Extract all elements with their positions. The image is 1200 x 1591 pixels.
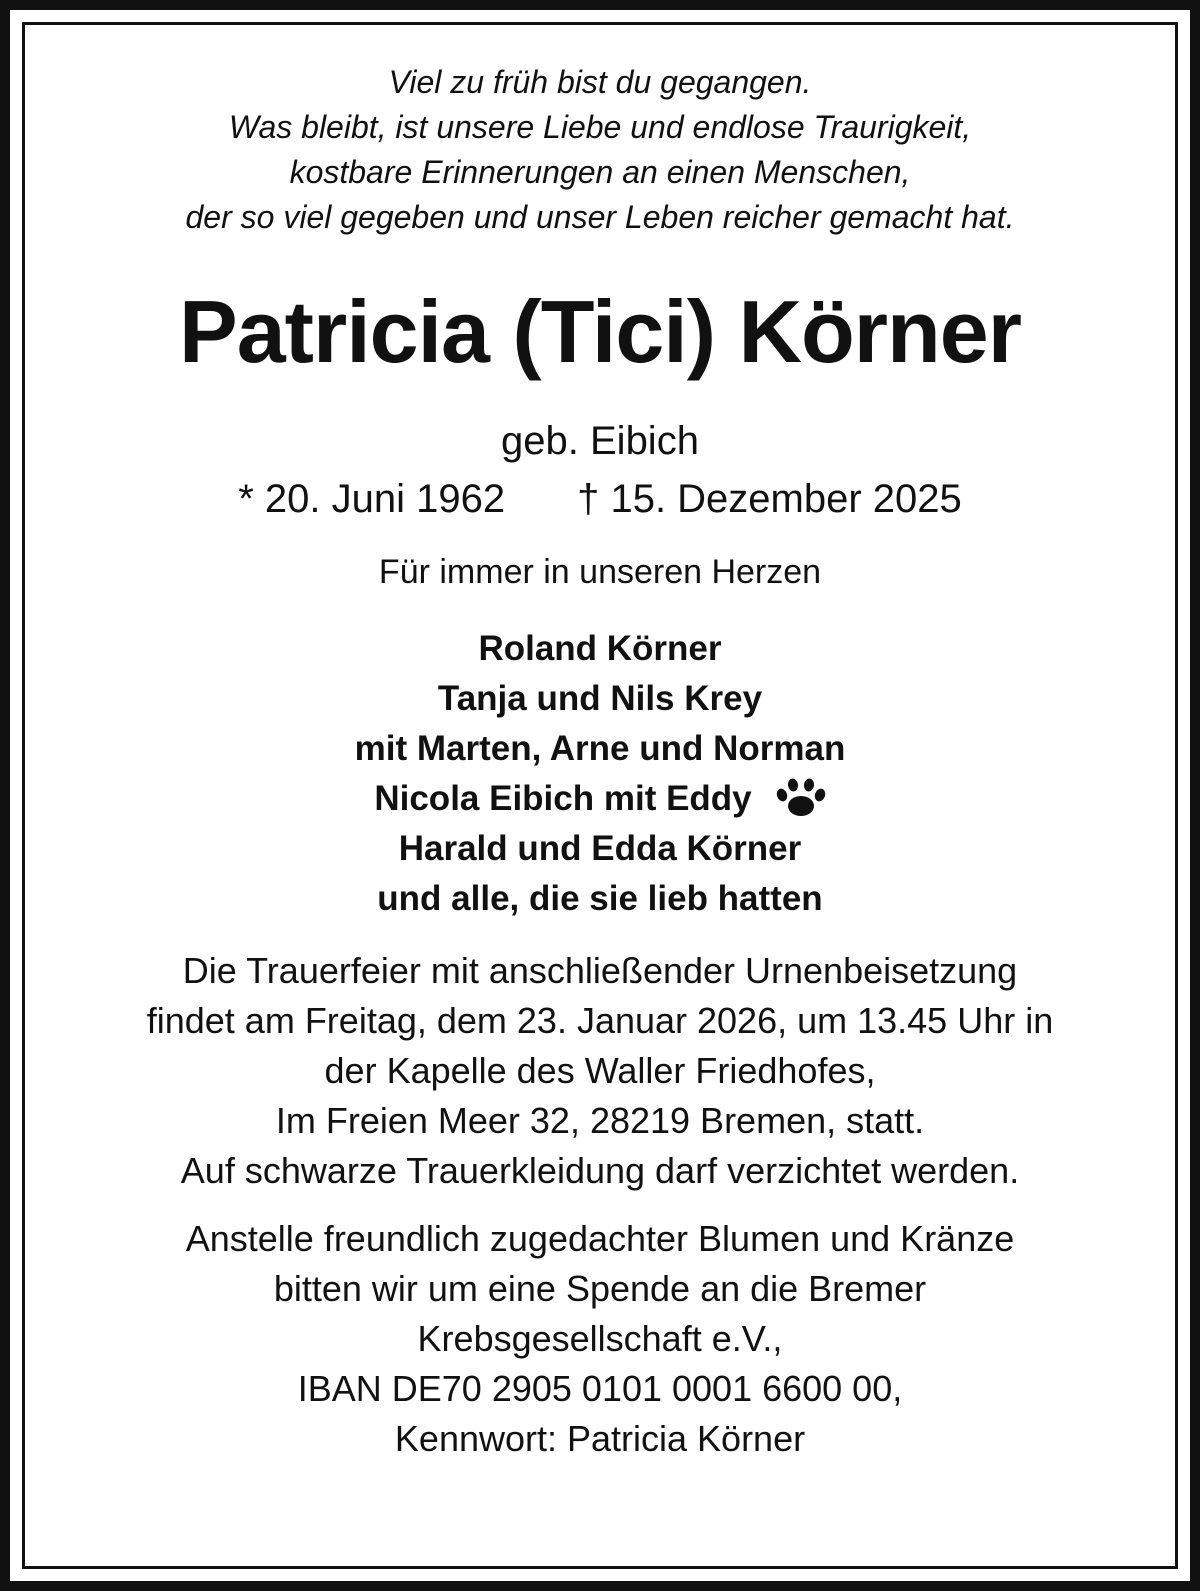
- forever-line: Für immer in unseren Herzen: [378, 553, 822, 591]
- donation-keyword: Kennwort: Patricia Körner: [394, 1418, 806, 1459]
- donation-request: [30, 1214, 1170, 1464]
- donation-iban: IBAN DE70 2905 0101 0001 6600 00,: [297, 1368, 903, 1409]
- obituary-notice: [30, 60, 1170, 1464]
- ceremony-line: der Kapelle des Waller Friedhofes,: [324, 1050, 876, 1091]
- verse-line-2: Was bleibt, ist unsere Liebe und endlose Traurigkeit,: [228, 109, 972, 145]
- mourner-line: und alle, die sie lieb hatten: [377, 879, 823, 918]
- verse-line-3: kostbare Erinnerungen an einen Menschen,: [289, 154, 911, 190]
- ceremony-line: findet am Freitag, dem 23. Januar 2026, um 13.45 Uhr in: [146, 1000, 1054, 1041]
- maiden-name: geb. Eibich: [501, 419, 699, 463]
- mourner-line: Harald und Edda Körner: [398, 829, 802, 868]
- death-date: † 15. Dezember 2025: [577, 477, 962, 521]
- donation-line: Anstelle freundlich zugedachter Blumen und Kränze: [185, 1218, 1015, 1259]
- life-dates: [30, 474, 1170, 524]
- mourner-line-with-paw: [30, 774, 1170, 824]
- donation-line: Krebsgesellschaft e.V.,: [417, 1318, 783, 1359]
- verse-line-4: der so viel gegeben und unser Leben reicher gemacht hat.: [185, 199, 1015, 235]
- ceremony-line: Die Trauerfeier mit anschließender Urnenbeisetzung: [182, 950, 1018, 991]
- ceremony-line: Auf schwarze Trauerkleidung darf verzichtet werden.: [180, 1150, 1020, 1191]
- mourner-line: Nicola Eibich mit Eddy: [374, 779, 752, 818]
- ceremony-line: Im Freien Meer 32, 28219 Bremen, statt.: [275, 1100, 925, 1141]
- birth-date: * 20. Juni 1962: [238, 477, 506, 521]
- mourner-line: mit Marten, Arne und Norman: [354, 729, 846, 768]
- funeral-details: [30, 946, 1170, 1196]
- deceased-name: Patricia (Tici) Körner: [179, 282, 1021, 381]
- mourner-line: Tanja und Nils Krey: [437, 679, 763, 718]
- paw-print-icon: [776, 778, 826, 818]
- donation-line: bitten wir um eine Spende an die Bremer: [273, 1268, 927, 1309]
- mourner-line: Roland Körner: [478, 629, 722, 668]
- mourners-list: [30, 624, 1170, 924]
- memorial-verse: [30, 60, 1170, 240]
- verse-line-1: Viel zu früh bist du gegangen.: [388, 64, 812, 100]
